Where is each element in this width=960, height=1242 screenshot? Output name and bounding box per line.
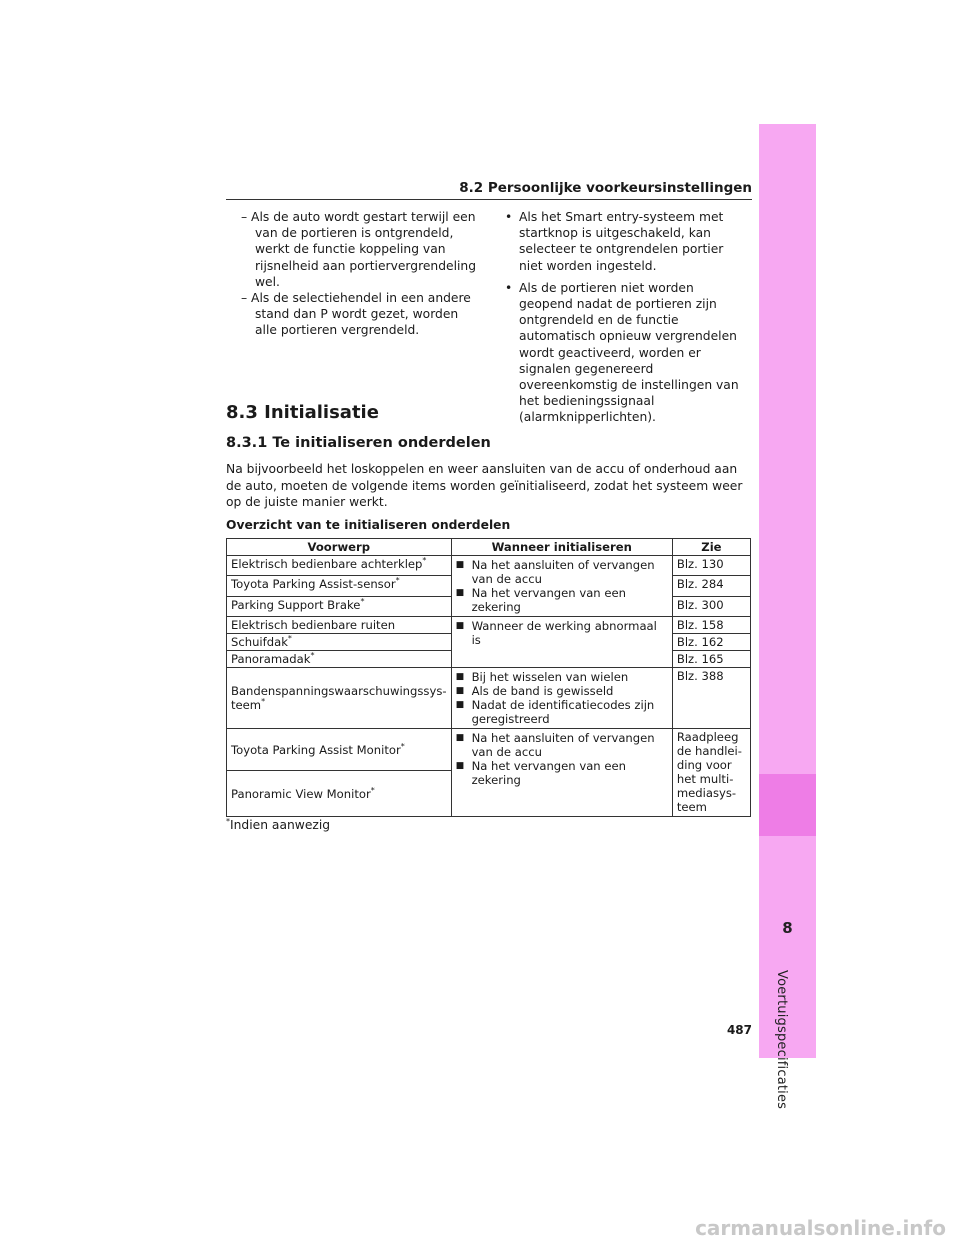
watermark-text: carmanualsonline.info: [695, 1216, 946, 1240]
condition-cell: [451, 617, 672, 668]
square-bullet-icon: ■: [455, 700, 465, 710]
asterisk-mark: *: [395, 576, 400, 586]
condition-item: ■ Nadat de identificatiecodes zijn geregistreerd: [455, 698, 655, 726]
header-rule: [226, 199, 752, 200]
square-bullet-icon: ■: [455, 560, 465, 570]
dash-item: – Als de selectiehendel in een andere stand dan P wordt gezet, worden alle portieren vergrendeld.: [241, 291, 471, 338]
asterisk-mark: *: [370, 785, 375, 795]
intro-paragraph: Na bijvoorbeeld het loskoppelen en weer aansluiten van de accu of onderhoud aan de auto, moeten de volgende items worden geïnitialiseerd, zodat het systeem weer op de juiste manier werkt.: [226, 462, 743, 510]
chapter-tab-highlight: [759, 774, 816, 836]
subsection-title: 8.3.1 Te initialiseren onderdelen: [226, 435, 491, 451]
item-cell: Schuifdak*: [227, 634, 452, 651]
page-ref-cell: Blz. 388: [672, 668, 750, 729]
asterisk-mark: *: [310, 651, 315, 660]
table-row: [227, 729, 751, 771]
item-cell: Panoramic View Monitor*: [227, 771, 452, 817]
bullet-icon: •: [505, 280, 513, 295]
header-when: Wanneer initialiseren: [451, 539, 672, 556]
square-bullet-icon: ■: [455, 761, 465, 771]
bullet-icon: •: [505, 210, 513, 224]
table-caption: Overzicht van te initialiseren onderdelen: [226, 518, 511, 532]
item-cell: Toyota Parking Assist Monitor*: [227, 729, 452, 771]
item-cell: Toyota Parking Assist-sensor*: [227, 576, 452, 596]
asterisk-mark: *: [400, 741, 405, 751]
page-ref-cell: Raadpleeg de handlei-ding voor het multi-mediasys-teem: [672, 729, 750, 817]
header-item: Voorwerp: [227, 539, 452, 556]
condition-item: ■ Als de band is gewisseld: [455, 684, 614, 698]
asterisk-mark: *: [422, 556, 427, 565]
table-row: [227, 556, 751, 576]
square-bullet-icon: ■: [455, 621, 465, 631]
item-cell: Elektrisch bedienbare ruiten: [227, 617, 452, 634]
asterisk-mark: *: [360, 596, 365, 606]
chapter-side-tab: [759, 124, 816, 1110]
page-ref-cell: Blz. 165: [672, 651, 750, 668]
table-row: [227, 668, 751, 729]
square-bullet-icon: ■: [455, 733, 465, 743]
footnote: *Indien aanwezig: [226, 817, 331, 832]
condition-cell: [451, 729, 672, 817]
asterisk-mark: *: [226, 817, 230, 826]
item-cell: Bandenspanningswaarschuwingssys-teem*: [227, 668, 452, 729]
square-bullet-icon: ■: [455, 686, 465, 696]
condition-cell: [451, 668, 672, 729]
page-ref-cell: Blz. 300: [672, 596, 750, 616]
right-column: [505, 209, 750, 432]
bullet-text: Als de portieren niet worden geopend nadat de portieren zijn ontgrendeld en de functie automatisch opnieuw vergrendelen wordt geactiveerd, worden er signalen gegenereerd overeenkomstig de instellingen van het bedieningssignaal (alarmknipperlichten).: [519, 280, 739, 425]
condition-item: ■ Na het vervangen van een zekering: [455, 586, 626, 614]
bullet-text: Als het Smart entry-systeem met startknop is uitgeschakeld, kan selecteer te ontgrendelen portier niet worden ingesteld.: [519, 210, 724, 273]
initialization-table: [226, 538, 751, 817]
table-header-row: [227, 539, 751, 556]
square-bullet-icon: ■: [455, 588, 465, 598]
page-ref-cell: Blz. 130: [672, 556, 750, 576]
table-row: [227, 617, 751, 634]
watermark-strip: [0, 1214, 960, 1242]
asterisk-mark: *: [261, 697, 266, 706]
chapter-label: Voertuigspecificaties: [774, 970, 789, 1110]
chapter-number: 8: [782, 919, 793, 937]
page-ref-cell: Blz. 162: [672, 634, 750, 651]
condition-item: ■ Wanneer de werking abnormaal is: [455, 619, 657, 647]
item-cell: Parking Support Brake*: [227, 596, 452, 616]
condition-item: ■ Bij het wisselen van wielen: [455, 670, 629, 684]
condition-item: ■ Na het aansluiten of vervangen van de accu: [455, 558, 655, 586]
left-column: [241, 209, 479, 339]
bullet-item: [505, 280, 750, 426]
item-cell: Elektrisch bedienbare achterklep*: [227, 556, 452, 576]
condition-cell: [451, 556, 672, 617]
square-bullet-icon: ■: [455, 672, 465, 682]
page-number: 487: [726, 1023, 752, 1037]
header-see: Zie: [672, 539, 750, 556]
page-ref-cell: Blz. 284: [672, 576, 750, 596]
condition-item: ■ Na het aansluiten of vervangen van de accu: [455, 731, 655, 759]
item-cell: Panoramadak*: [227, 651, 452, 668]
page-ref-cell: Blz. 158: [672, 617, 750, 634]
asterisk-mark: *: [287, 634, 292, 643]
running-header: 8.2 Persoonlijke voorkeursinstellingen: [459, 180, 752, 196]
bullet-item: [505, 209, 750, 274]
dash-item: – Als de auto wordt gestart terwijl een van de portieren is ontgrendeld, werkt de functie koppeling van rijsnelheid aan portiervergrendeling wel.: [241, 210, 477, 289]
section-title: 8.3 Initialisatie: [226, 402, 379, 423]
condition-item: ■ Na het vervangen van een zekering: [455, 759, 626, 787]
